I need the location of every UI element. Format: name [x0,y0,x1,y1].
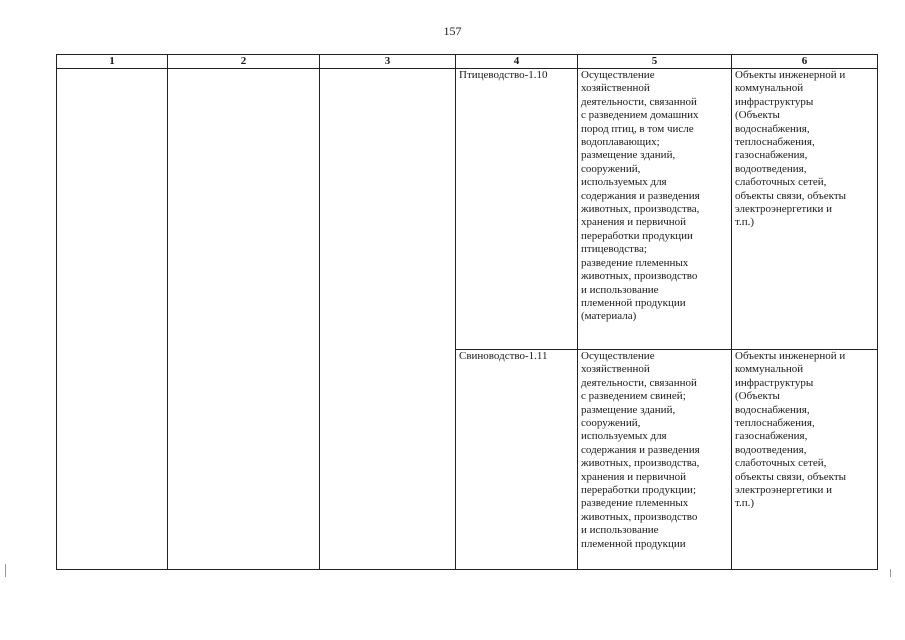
table-cell-col1 [57,69,168,570]
column-header-3: 3 [320,55,456,69]
column-header-4: 4 [456,55,578,69]
table-cell-col2 [168,69,320,570]
land-use-table [56,54,878,570]
table-cell-col3 [320,69,456,570]
table-header-row [57,55,878,69]
column-header-1: 1 [57,55,168,69]
page-number: 157 [443,24,462,38]
use-type-description [578,69,732,350]
permitted-objects [732,69,878,350]
column-header-6: 6 [732,55,878,69]
permitted-objects [732,350,878,570]
permitted-objects-text: Объекты инженерной и коммунальной инфраструктуры (Объекты водоснабжения, теплоснабжения, газоснабжения, водоотведения, слаботочных сетей, объекты связи, объекты электроэнергетики и т.п.) [735,69,847,229]
use-type-name [456,69,578,350]
column-header-5: 5 [578,55,732,69]
use-type-description [578,350,732,570]
use-type-name [456,350,578,570]
left-margin-mark [3,560,7,582]
use-type-name-text: Птицеводство-1.10 [459,69,548,81]
use-type-name-text: Свиноводство-1.11 [459,350,548,362]
use-type-description-text: Осуществление хозяйственной деятельности, связанной с разведением домашних пород птиц, в том числе водоплавающих; размещение зданий, сооружений, используемых для содержания и разведения животных, производства, хранения и первичной переработки продукции птицеводства; разведение племенных животных, производство и использование племенной продукции (материала) [581,69,700,323]
use-type-description-text: Осуществление хозяйственной деятельности, связанной с разведением свиней; размещение зданий, сооружений, используемых для содержания и разведения животных, производства, хранения и первичной переработки продукции; разведение племенных животных, производство и использование племенной продукции [581,350,700,550]
column-header-2: 2 [168,55,320,69]
permitted-objects-text: Объекты инженерной и коммунальной инфраструктуры (Объекты водоснабжения, теплоснабжения, газоснабжения, водоотведения, слаботочных сетей, объекты связи, объекты электроэнергетики и т.п.) [735,350,847,510]
right-margin-mark [888,566,892,580]
table-row [57,69,878,350]
